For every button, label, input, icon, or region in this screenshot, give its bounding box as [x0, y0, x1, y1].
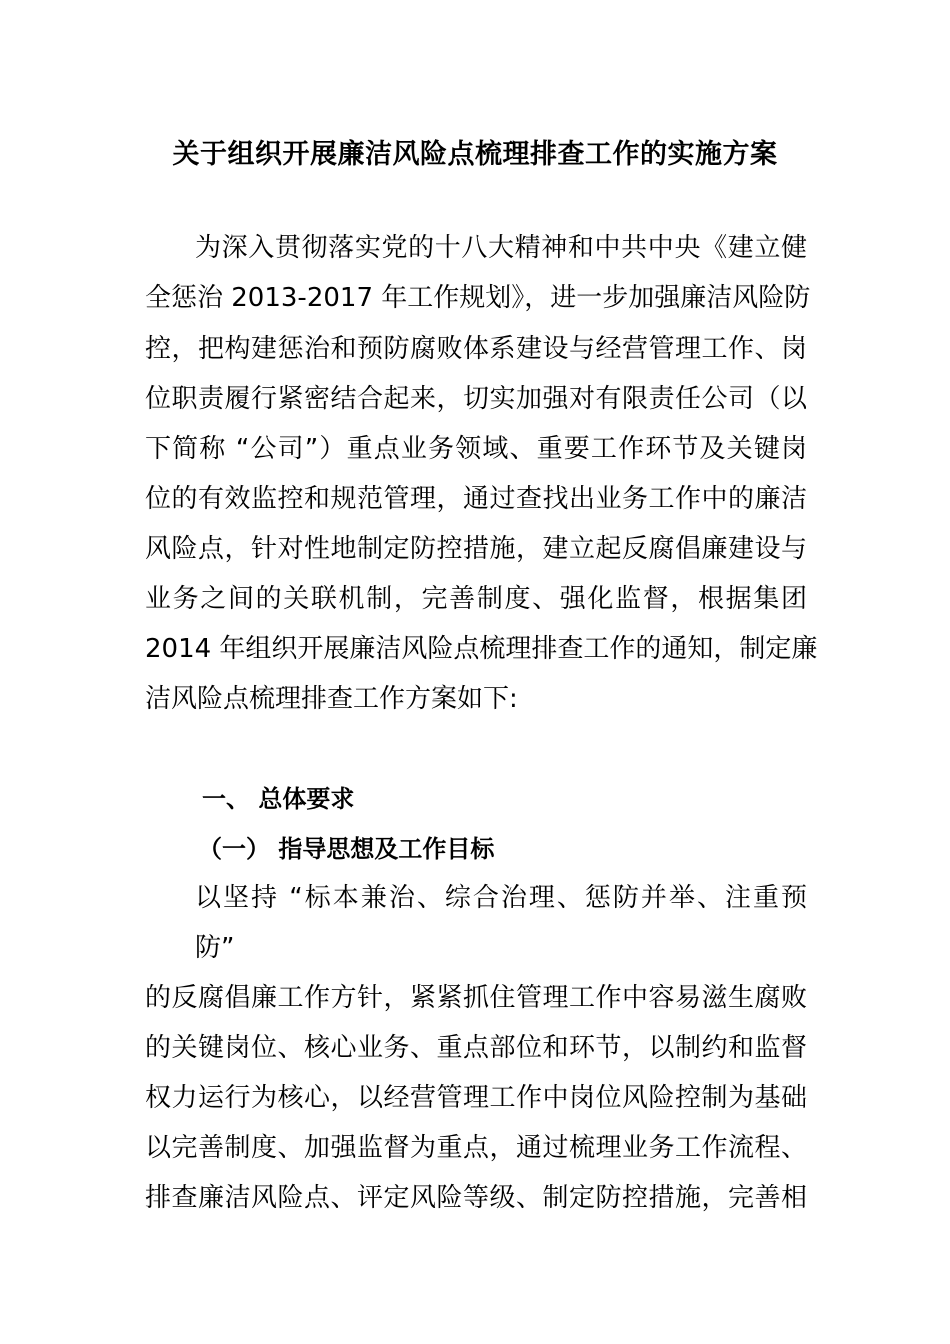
- paragraph-line: 以坚持 “标本兼治、综合治理、惩防并举、注重预: [195, 883, 807, 913]
- paragraph-line: 控，把构建惩治和预防腐败体系建设与经营管理工作、岗: [145, 334, 807, 364]
- paragraph-line: 的反腐倡廉工作方针，紧紧抓住管理工作中容易滋生腐败: [145, 983, 807, 1013]
- paragraph-line: 风险点，针对性地制定防控措施，建立起反腐倡廉建设与: [145, 534, 807, 564]
- paragraph-line: 的关键岗位、核心业务、重点部位和环节，以制约和监督: [145, 1033, 807, 1063]
- paragraph-line: 业务之间的关联机制，完善制度、强化监督，根据集团: [145, 584, 807, 614]
- paragraph-line: 排查廉洁风险点、评定风险等级、制定防控措施，完善相: [145, 1183, 807, 1213]
- paragraph-line: 洁风险点梳理排查工作方案如下:: [145, 684, 518, 714]
- paragraph-line: 位职责履行紧密结合起来，切实加强对有限责任公司（以: [145, 384, 807, 414]
- subsection-heading: （一） 指导思想及工作目标: [198, 835, 495, 863]
- paragraph-line: 权力运行为核心，以经营管理工作中岗位风险控制为基础: [145, 1083, 807, 1113]
- paragraph-line: 防”: [195, 933, 235, 963]
- paragraph-line: 位的有效监控和规范管理，通过查找出业务工作中的廉洁: [145, 484, 807, 514]
- paragraph-line: 下简称 “公司”）重点业务领域、重要工作环节及关键岗: [145, 434, 807, 464]
- paragraph-line: 为深入贯彻落实党的十八大精神和中共中央《建立健: [195, 233, 807, 263]
- section-heading: 一、 总体要求: [202, 785, 355, 813]
- document-title: 关于组织开展廉洁风险点梳理排查工作的实施方案: [172, 139, 778, 170]
- paragraph-line: 2014 年组织开展廉洁风险点梳理排查工作的通知，制定廉: [145, 634, 818, 664]
- paragraph-line: 全惩治 2013-2017 年工作规划》，进一步加强廉洁风险防: [145, 283, 811, 313]
- paragraph-line: 以完善制度、加强监督为重点，通过梳理业务工作流程、: [145, 1133, 807, 1163]
